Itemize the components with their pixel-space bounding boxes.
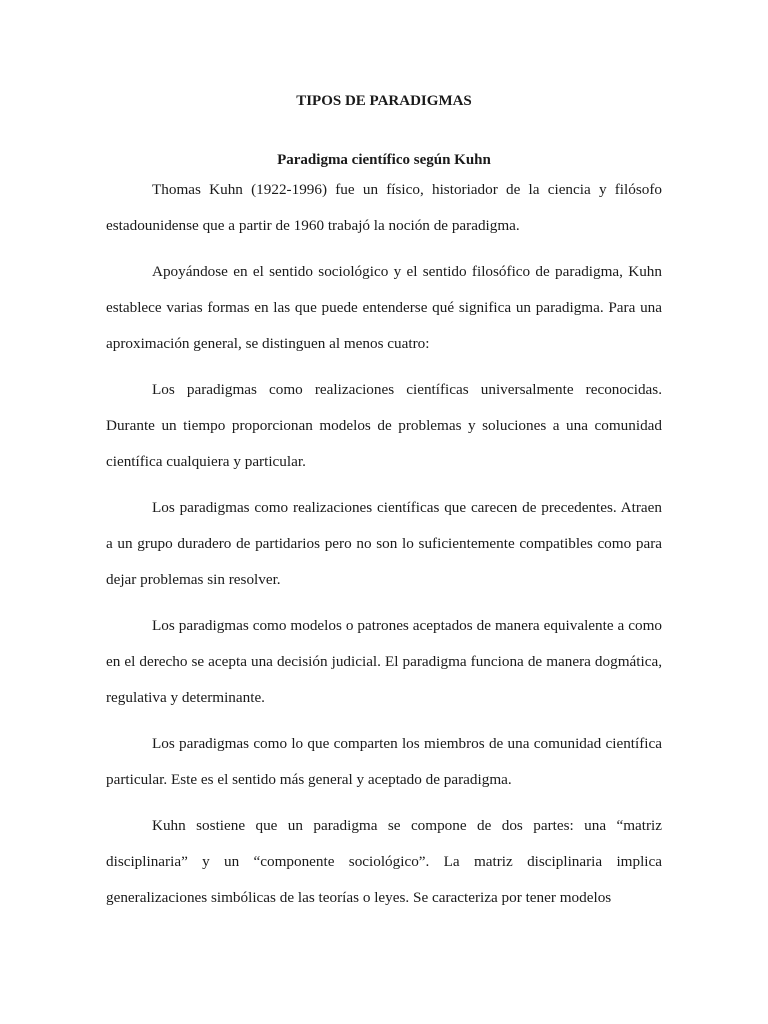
paragraph-intro-forms: Apoyándose en el sentido sociológico y el sentido filosófico de paradigma, Kuhn establece varias formas en las que puede entenderse qué significa un paradigma. Para una aproximación general, se distinguen al menos cuatro: — [106, 263, 662, 352]
document-title: TIPOS DE PARADIGMAS — [296, 93, 472, 109]
section-heading: Paradigma científico según Kuhn — [277, 152, 491, 168]
paragraph-kuhn-bio: Thomas Kuhn (1922-1996) fue un físico, historiador de la ciencia y filósofo estadounidense que a partir de 1960 trabajó la noción de paradigma. — [106, 181, 662, 234]
paragraph-matrix: Kuhn sostiene que un paradigma se compone de dos partes: una “matriz disciplinaria” y un “componente sociológico”. La matriz disciplinaria implica generalizaciones simbólicas de las teorías o leyes. Se caracteriza por tener modelos — [106, 817, 662, 906]
document-page — [106, 0, 662, 1024]
paragraph-form-2: Los paradigmas como realizaciones científicas que carecen de precedentes. Atraen a un grupo duradero de partidarios pero no son lo suficientemente compatibles como para dejar problemas sin resolver. — [106, 499, 662, 588]
paragraph-form-4: Los paradigmas como lo que comparten los miembros de una comunidad científica particular. Este es el sentido más general y aceptado de paradigma. — [106, 735, 662, 788]
document-body — [106, 172, 662, 926]
paragraph-form-3: Los paradigmas como modelos o patrones aceptados de manera equivalente a como en el derecho se acepta una decisión judicial. El paradigma funciona de manera dogmática, regulativa y determinante. — [106, 617, 662, 706]
paragraph-form-1: Los paradigmas como realizaciones científicas universalmente reconocidas. Durante un tiempo proporcionan modelos de problemas y soluciones a una comunidad científica cualquiera y particular. — [106, 381, 662, 470]
